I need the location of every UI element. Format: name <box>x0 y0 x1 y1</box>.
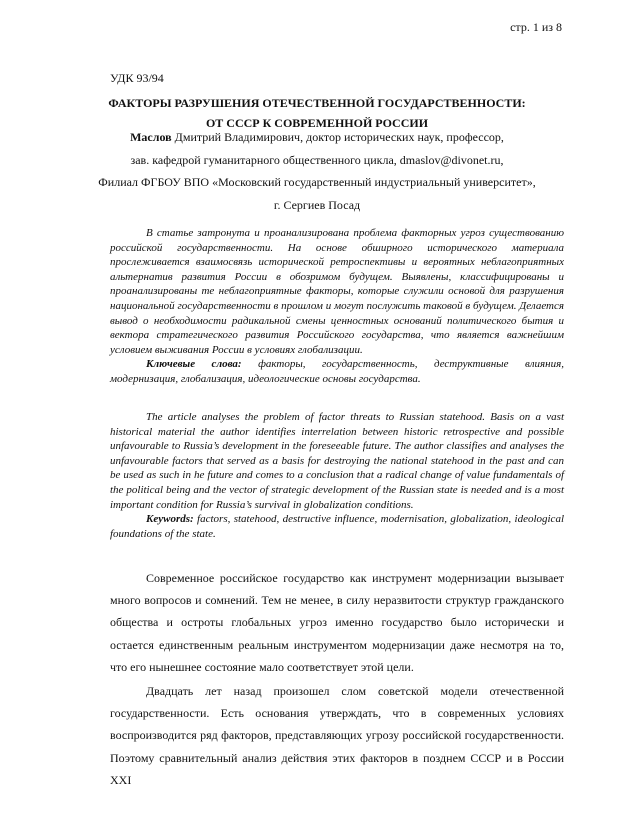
author-surname: Маслов <box>130 130 172 144</box>
abstract-english <box>110 410 564 541</box>
body-paragraph-2: Двадцать лет назад произошел слом советской модели отечественной государственности. Есть основания утверждать, что в современных условиях воспроизводится ряд факторов, представляющих угрозу российской государственности. Поэтому сравнительный анализ действия этих факторов в позднем СССР и в России XXI <box>110 684 564 787</box>
abstract-en-text: The article analyses the problem of factor threats to Russian statehood. Basis on a vast historical material the author identifies interrelation between historic retrospective and possible unfavourable to Russia’s development in the foreseeable future. The author classifies and analyses the unfavourable factors that served as a basis for destroying the national statehood in the past and can be used as such in he future and comes to a conclusion that a radical change of value fundamentals of the political being and the vector of strategic development of the Russian state is needed and is a most important condition for Russia’s survival in globalization conditions. <box>110 411 564 511</box>
page-number: стр. 1 из 8 <box>510 20 562 34</box>
author-line <box>90 126 544 149</box>
title-line-1: ФАКТОРЫ РАЗРУШЕНИЯ ОТЕЧЕСТВЕННОЙ ГОСУДАРСТВЕННОСТИ: <box>108 96 526 110</box>
keywords-en-label: Keywords: <box>146 513 194 526</box>
author-city: г. Сергиев Посад <box>273 197 361 212</box>
abstract-russian <box>110 226 564 387</box>
udk-code: УДК 93/94 <box>110 71 164 85</box>
author-affiliation: Филиал ФГБОУ ВПО «Московский государственный индустриальный университет», <box>98 175 536 189</box>
article-body <box>110 567 564 791</box>
author-credentials: Дмитрий Владимирович, доктор исторических наук, профессор, <box>171 130 504 144</box>
keywords-ru-label: Ключевые слова: <box>146 358 242 371</box>
keywords-en-list: factors, statehood, destructive influence, modernisation, globalization, ideological foundations of the state. <box>110 513 564 540</box>
author-department: зав. кафедрой гуманитарного общественного цикла, dmaslov@divonet.ru, <box>130 152 504 167</box>
keywords-ru-list: факторы, государственность, деструктивные влияния, модернизация, глобализация, идеологические основы государства. <box>110 358 564 385</box>
abstract-ru-text: В статье затронута и проанализирована проблема факторных угроз существованию российской государственности. На основе обширного исторического материала прослеживается взаимосвязь исторической ретроспективы и вероятных неблагоприятных альтернатив развития России в обозримом будущем. Выявлены, классифицированы и проанализированы те неблагоприятные факторы, которые служили основой для разрушения национальной государственности в прошлом и могут послужить таковой в будущем. Делается вывод о необходимости радикальной смены ценностных оснований политического бытия и вектора стратегического развития Российского государства, что является важнейшим условием выживания России в условиях глобализации. <box>110 227 564 356</box>
keywords-en <box>110 512 564 541</box>
title-line-2: ОТ СССР К СОВРЕМЕННОЙ РОССИИ <box>205 116 429 130</box>
keywords-ru <box>110 357 564 386</box>
author-block <box>90 126 544 216</box>
body-paragraph-1: Современное российское государство как инструмент модернизации вызывает много вопросов и сомнений. Тем не менее, в силу неразвитости структур гражданского общества и остроты глобальных угроз именно государство было исторически и остается единственным реальным инструментом модернизации даже несмотря на то, что его нынешнее состояние мало соответствует этой цели. <box>110 571 564 674</box>
